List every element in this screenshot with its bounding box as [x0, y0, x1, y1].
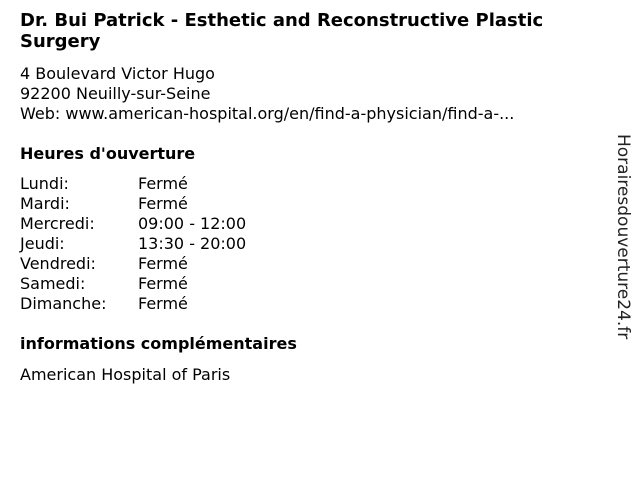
hours-value: Fermé	[138, 194, 188, 213]
website-link[interactable]: www.american-hospital.org/en/find-a-physician/find-a-...	[65, 104, 515, 123]
address-city: 92200 Neuilly-sur-Seine	[20, 84, 211, 103]
day-label: Mardi:	[20, 194, 70, 213]
additional-info-heading: informations complémentaires	[20, 334, 297, 353]
hours-value: 13:30 - 20:00	[138, 234, 247, 253]
website-line	[20, 104, 600, 124]
day-label: Lundi:	[20, 174, 69, 193]
day-label: Vendredi:	[20, 254, 96, 273]
opening-hours-heading: Heures d'ouverture	[20, 144, 196, 163]
address-block	[20, 64, 600, 124]
page-title: Dr. Bui Patrick - Esthetic and Reconstructive Plastic Surgery	[20, 10, 544, 52]
additional-info-text: American Hospital of Paris	[20, 365, 231, 384]
day-label: Samedi:	[20, 274, 86, 293]
hours-value: Fermé	[138, 294, 188, 313]
website-label: Web:	[20, 104, 61, 123]
day-label: Jeudi:	[20, 234, 65, 253]
hours-value: Fermé	[138, 254, 188, 273]
day-label: Dimanche:	[20, 294, 107, 313]
address-street: 4 Boulevard Victor Hugo	[20, 64, 215, 83]
day-label: Mercredi:	[20, 214, 95, 233]
hours-value: Fermé	[138, 274, 188, 293]
hours-value: Fermé	[138, 174, 188, 193]
hours-value: 09:00 - 12:00	[138, 214, 247, 233]
site-watermark: Horairesdouverture24.fr	[613, 134, 633, 340]
